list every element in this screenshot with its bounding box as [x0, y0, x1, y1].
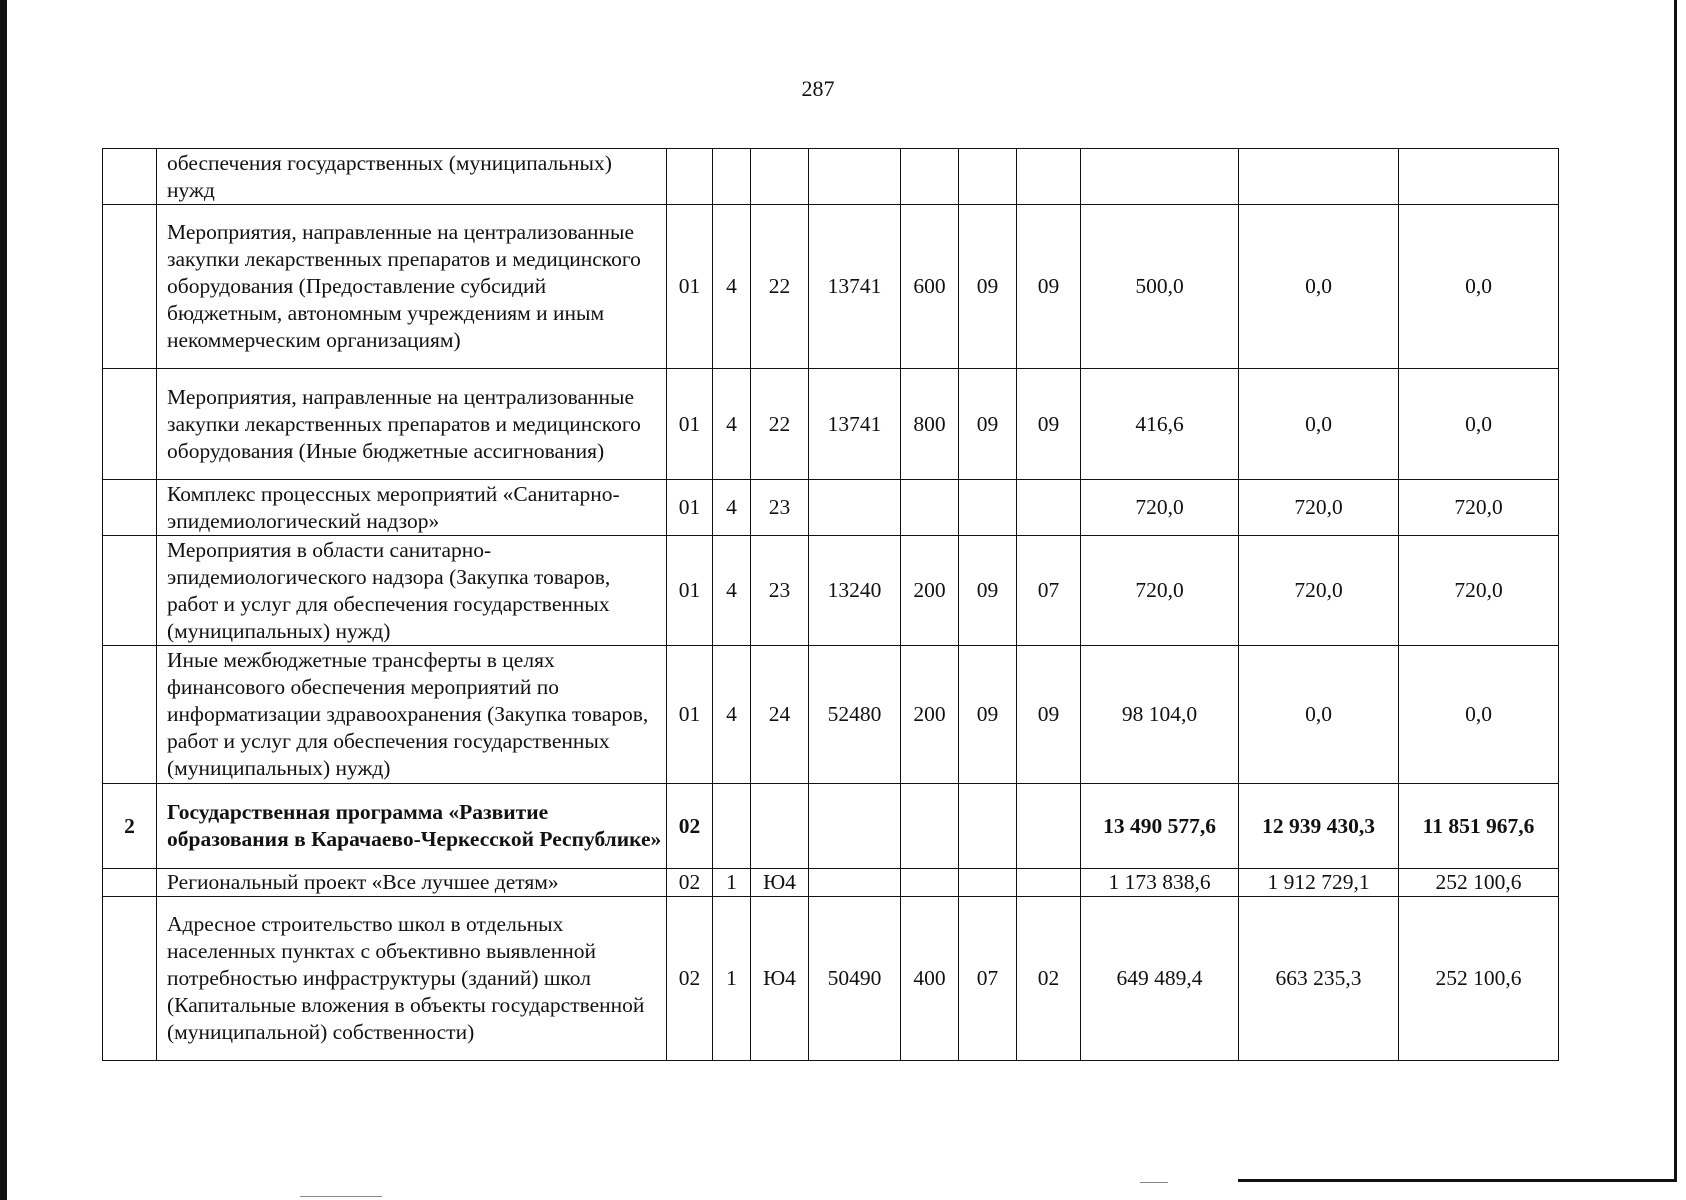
row-name: Государственная программа «Развитие образования в Карачаево-Черкесской Республике» — [157, 784, 667, 869]
amount-cell: 11 851 967,6 — [1399, 784, 1559, 869]
code-cell: 09 — [959, 369, 1017, 480]
code-cell: 23 — [751, 480, 809, 536]
code-cell — [713, 149, 751, 205]
code-cell: 24 — [751, 646, 809, 784]
table-row — [103, 480, 1559, 536]
code-cell: Ю4 — [751, 869, 809, 897]
code-cell: 09 — [959, 205, 1017, 369]
code-cell — [959, 480, 1017, 536]
amount-cell — [1239, 149, 1399, 205]
code-cell: 4 — [713, 480, 751, 536]
code-cell — [809, 784, 901, 869]
code-cell: 50490 — [809, 897, 901, 1061]
row-name: Мероприятия, направленные на централизованные закупки лекарственных препаратов и медицинского оборудования (Предоставление субсидий бюджетным, автономным учреждениям и иным некоммерческим организациям) — [157, 205, 667, 369]
amount-cell: 0,0 — [1239, 646, 1399, 784]
table-row — [103, 897, 1559, 1061]
amount-cell: 0,0 — [1399, 646, 1559, 784]
code-cell: Ю4 — [751, 897, 809, 1061]
amount-cell: 720,0 — [1239, 480, 1399, 536]
code-cell — [809, 869, 901, 897]
code-cell: 1 — [713, 897, 751, 1061]
amount-cell: 1 173 838,6 — [1081, 869, 1239, 897]
row-name: Мероприятия в области санитарно-эпидемиологического надзора (Закупка товаров, работ и услуг для обеспечения государственных (муниципальных) нужд) — [157, 536, 667, 646]
table-row — [103, 869, 1559, 897]
scan-edge-right — [1674, 0, 1677, 1182]
code-cell — [667, 149, 713, 205]
code-cell: 01 — [667, 369, 713, 480]
scan-edge-left — [0, 0, 7, 1200]
row-number — [103, 536, 157, 646]
table-row — [103, 536, 1559, 646]
code-cell — [959, 784, 1017, 869]
code-cell: 4 — [713, 205, 751, 369]
amount-cell: 720,0 — [1399, 480, 1559, 536]
amount-cell: 720,0 — [1081, 536, 1239, 646]
code-cell — [901, 149, 959, 205]
code-cell: 07 — [959, 897, 1017, 1061]
table-row — [103, 149, 1559, 205]
code-cell — [751, 784, 809, 869]
code-cell — [901, 869, 959, 897]
amount-cell: 98 104,0 — [1081, 646, 1239, 784]
budget-table — [102, 148, 1559, 1061]
code-cell: 200 — [901, 646, 959, 784]
amount-cell: 1 912 729,1 — [1239, 869, 1399, 897]
code-cell: 52480 — [809, 646, 901, 784]
code-cell: 09 — [1017, 369, 1081, 480]
code-cell: 07 — [1017, 536, 1081, 646]
code-cell — [1017, 149, 1081, 205]
code-cell — [751, 149, 809, 205]
row-name: Иные межбюджетные трансферты в целях финансового обеспечения мероприятий по информатизации здравоохранения (Закупка товаров, работ и услуг для обеспечения государственных (муниципальных) нужд) — [157, 646, 667, 784]
code-cell: 01 — [667, 480, 713, 536]
code-cell: 02 — [667, 869, 713, 897]
code-cell — [959, 869, 1017, 897]
code-cell: 13741 — [809, 205, 901, 369]
row-number — [103, 369, 157, 480]
code-cell: 4 — [713, 369, 751, 480]
table-row — [103, 369, 1559, 480]
table-row — [103, 646, 1559, 784]
code-cell: 22 — [751, 205, 809, 369]
code-cell — [901, 480, 959, 536]
code-cell: 600 — [901, 205, 959, 369]
amount-cell: 0,0 — [1399, 369, 1559, 480]
code-cell — [809, 480, 901, 536]
code-cell: 09 — [1017, 646, 1081, 784]
amount-cell: 663 235,3 — [1239, 897, 1399, 1061]
amount-cell: 720,0 — [1399, 536, 1559, 646]
code-cell — [901, 784, 959, 869]
row-number — [103, 869, 157, 897]
row-number — [103, 646, 157, 784]
code-cell: 4 — [713, 646, 751, 784]
row-number — [103, 480, 157, 536]
row-number — [103, 149, 157, 205]
code-cell: 13741 — [809, 369, 901, 480]
row-name: обеспечения государственных (муниципальных) нужд — [157, 149, 667, 205]
amount-cell: 0,0 — [1239, 369, 1399, 480]
code-cell: 23 — [751, 536, 809, 646]
code-cell — [809, 149, 901, 205]
code-cell: 09 — [1017, 205, 1081, 369]
code-cell: 09 — [959, 646, 1017, 784]
scan-edge-bottom — [1238, 1179, 1677, 1182]
code-cell: 02 — [667, 897, 713, 1061]
row-number: 2 — [103, 784, 157, 869]
amount-cell: 12 939 430,3 — [1239, 784, 1399, 869]
row-number — [103, 205, 157, 369]
code-cell: 1 — [713, 869, 751, 897]
code-cell — [1017, 784, 1081, 869]
code-cell: 13240 — [809, 536, 901, 646]
amount-cell: 252 100,6 — [1399, 869, 1559, 897]
code-cell — [1017, 480, 1081, 536]
amount-cell: 252 100,6 — [1399, 897, 1559, 1061]
amount-cell — [1399, 149, 1559, 205]
row-name: Региональный проект «Все лучшее детям» — [157, 869, 667, 897]
code-cell: 800 — [901, 369, 959, 480]
code-cell: 02 — [667, 784, 713, 869]
code-cell — [713, 784, 751, 869]
amount-cell: 500,0 — [1081, 205, 1239, 369]
amount-cell: 0,0 — [1399, 205, 1559, 369]
code-cell — [959, 149, 1017, 205]
code-cell — [1017, 869, 1081, 897]
code-cell: 09 — [959, 536, 1017, 646]
page-number: 287 — [801, 76, 835, 101]
code-cell: 400 — [901, 897, 959, 1061]
amount-cell: 720,0 — [1239, 536, 1399, 646]
code-cell: 200 — [901, 536, 959, 646]
scan-mark — [300, 1196, 382, 1197]
code-cell: 02 — [1017, 897, 1081, 1061]
amount-cell: 13 490 577,6 — [1081, 784, 1239, 869]
amount-cell — [1081, 149, 1239, 205]
row-name: Мероприятия, направленные на централизованные закупки лекарственных препаратов и медицинского оборудования (Иные бюджетные ассигнования) — [157, 369, 667, 480]
row-name: Адресное строительство школ в отдельных населенных пунктах с объективно выявленной потребностью инфраструктуры (зданий) школ (Капитальные вложения в объекты государственной (муниципальной) собственности) — [157, 897, 667, 1061]
code-cell: 01 — [667, 536, 713, 646]
row-name: Комплекс процессных мероприятий «Санитарно-эпидемиологический надзор» — [157, 480, 667, 536]
code-cell: 22 — [751, 369, 809, 480]
table-row — [103, 784, 1559, 869]
code-cell: 01 — [667, 646, 713, 784]
amount-cell: 416,6 — [1081, 369, 1239, 480]
amount-cell: 0,0 — [1239, 205, 1399, 369]
amount-cell: 649 489,4 — [1081, 897, 1239, 1061]
row-number — [103, 897, 157, 1061]
table-row — [103, 205, 1559, 369]
scan-mark — [1140, 1182, 1168, 1183]
amount-cell: 720,0 — [1081, 480, 1239, 536]
code-cell: 01 — [667, 205, 713, 369]
code-cell: 4 — [713, 536, 751, 646]
